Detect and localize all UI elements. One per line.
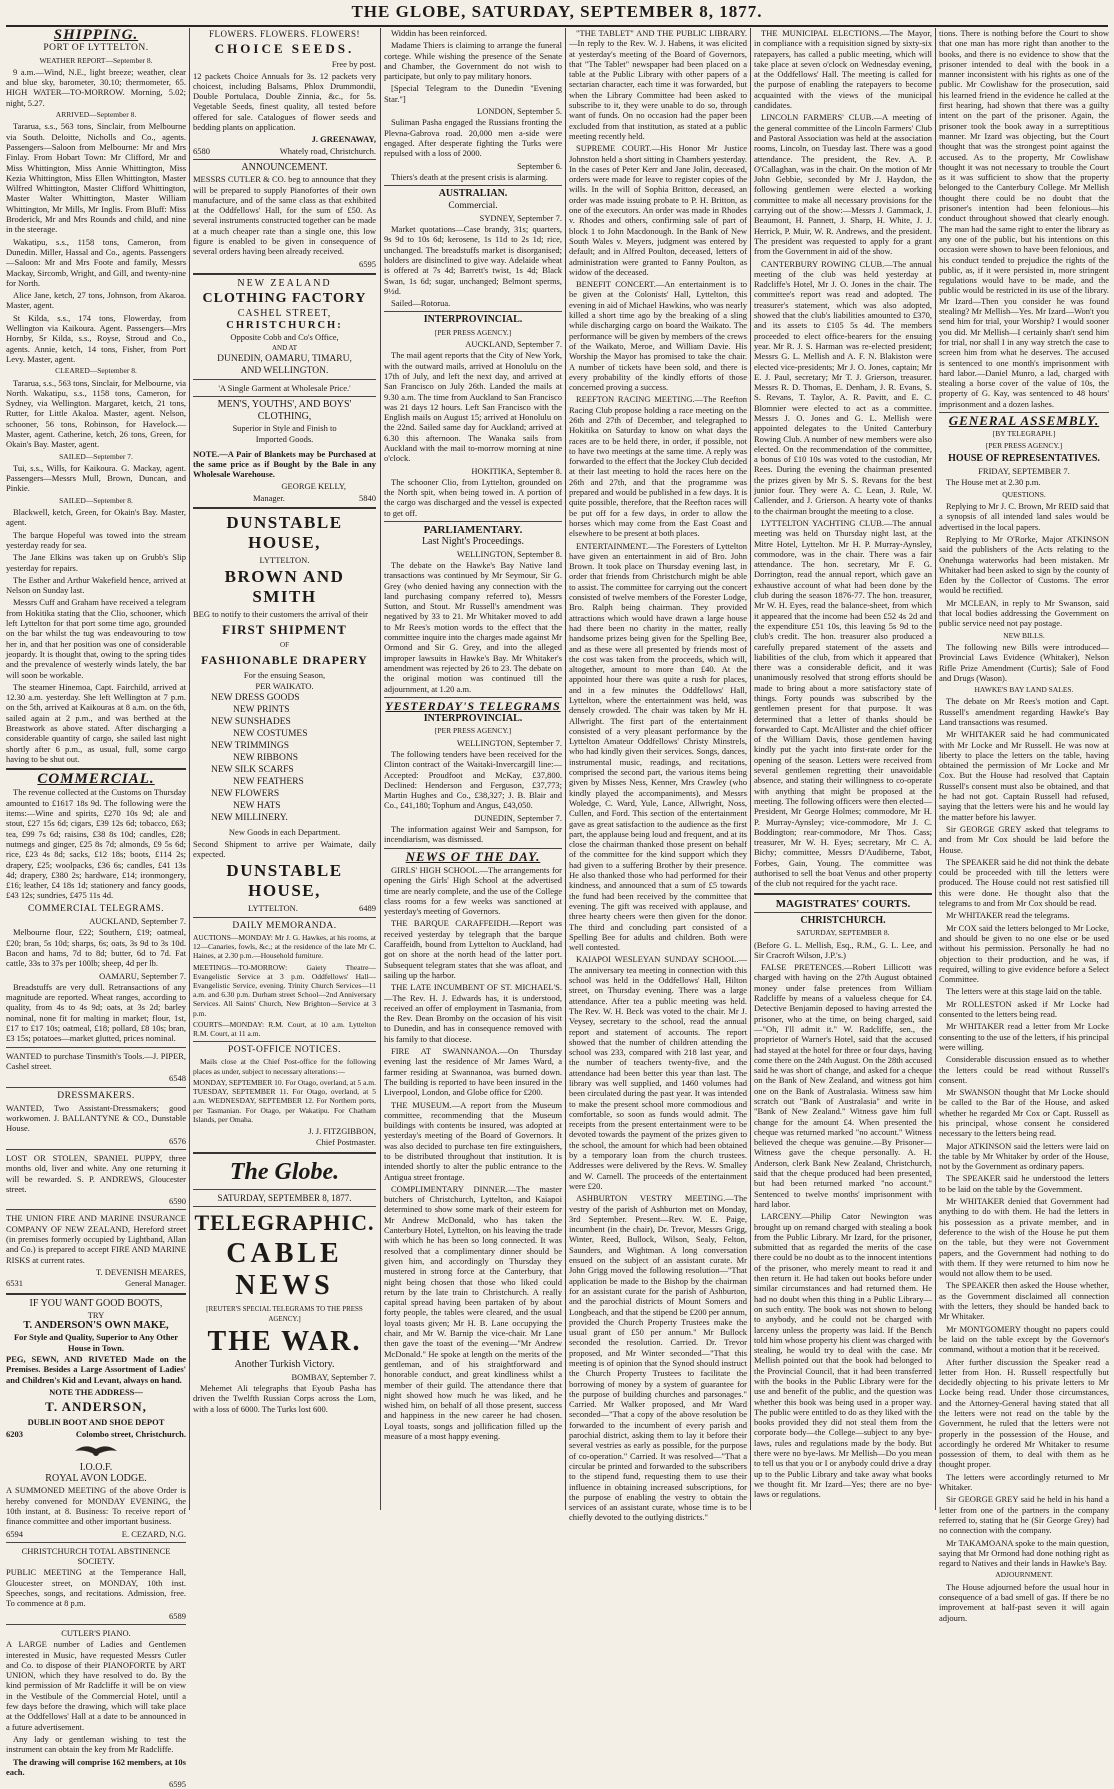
paragraph: Mr COX said the letters belonged to Mr Locke, and should be given to no one else or be used without his permission. Personally he had no objection to their production, and he was, if required, willing to give evidence before a Select Committee. — [939, 922, 1109, 985]
ad-heading: DUNSTABLE HOUSE, — [226, 512, 343, 552]
ad-line: Whately road, Christchurch. — [279, 145, 376, 156]
dateline: AUCKLAND, September 7. — [89, 916, 186, 927]
ad-line: New Goods in each Department. — [228, 827, 341, 838]
ad-number: 6489 — [359, 903, 376, 914]
subheading: SAILED—September 8. — [59, 495, 133, 505]
paragraph: THE MUSEUM.—A report from the Museum committee, recommending that the Museum buildings with contents be insured, was adopted at yesterday's meeting of the Board of Governors. It was also decided to purchase ten fire extinguishers, to be distributed throughout that institution. It is intended shortly to alter the public entrance to the Antigua street frontage. — [384, 1099, 562, 1182]
paragraph: LARCENY.—Philip Cator Newington was brought up on remand charged with stealing a book from the Public Library. Mr Izard, for the prisoner, submitted that as regarded the merits of the case there could be no doubt as to the innocent intentions of the prisoner, who merely meant to read it and then return it. He had taken out books before under similar circumstances and had returned them. He had no doubt when this thing in a Public Library—on such entity. The book was not shown to belong to anybody, and he could not be charged with larceny unless the property was laid. If the Bench told him whose property his client was charged with stealing, he would try to deal with the case. Mr Mellish pointed out that the book had belonged to the Provincial Council, that it had been transferred with the books in the Public Library were for the use and benefit of the public, and the question was whether this book was being used in a proper way. The public were entitled to do as they liked with the books provided they did not steal them from the corporate body—the College—subject to any bye-laws, rules and regulations made by the body. But there were no bye-laws. Mr Mellish—Do you mean to tell us that you or I or anybody could drive a dray up to the Public Library and take away what books we thought fit. Mr Izard—Yes; there are no bye-laws or regulations. — [754, 1211, 932, 1500]
subheading: AUSTRALIAN. — [438, 188, 508, 200]
ad-line: [REUTER'S SPECIAL TELEGRAMS TO THE PRESS AGENCY.] — [206, 1304, 363, 1324]
paragraph: ASHBURTON VESTRY MEETING.—The vestry of the parish of Ashburton met on Monday, 3rd September. Present—Rev. W. E. Paige, incumbent (in the chair), Dr. Trevor, Messrs Grigg, Winter, Reed, Bullock, Wilson, Sealy, Felton, Saunders, and Wightman. A long conversation ensued on the subject of an assistant curate. Mr John Grigg moved the following resolution—"That application be made to the Bishop by the chairman for an assistant curate for the parish of Ashburton, and the parochial districts of Mount Somers and Longbeach, and that the stipend be £200 per annum, provided the Church Property Trustees make the usual grant of £50 per annum." Mr Bullock seconded the resolution. Carried. Dr. Trevor proposed, and Mr Winter seconded—"That this meeting is of opinion that the Synod should instruct the Church Property Trustees to facilitate the borrowing of money by a system of guarantee for the purpose of building churches and parsonages." Carried. Mr Walker proposed, and Mr Ward seconded—"That a copy of the above resolution be forwarded to the incumbent of every parish and parochial district, asking them to lay it before their several vestries as early as possible, for the purpose of co-operation." Carried. It was resolved—"That a circular be printed and forwarded to the subscribers to the stipend fund, requesting them to use their influence in obtaining increased subscriptions, for the purpose of enabling the vestry to obtain the services of an assistant curate, whose time is to be chiefly devoted to the outlying districts." — [569, 1193, 747, 1523]
paragraph: Mr MONTGOMERY thought no papers could be laid on the table except by the Governor's command, without a motion that it be received. — [939, 1323, 1109, 1355]
paragraph: Tui, s.s., Wills, for Kaikoura. G. Mackay, agent. Passengers—Messrs Mull, Brown, Duncan, and Pinkie. — [6, 462, 186, 494]
column-rule — [935, 28, 936, 1510]
ad-line: AND AT — [271, 344, 298, 353]
ad-heading: CHOICE SEEDS. — [214, 41, 355, 57]
signature-role: Chief Postmaster. — [316, 1137, 376, 1148]
advertisement: Second Shipment to arrive per Waimate, daily expected. — [193, 838, 376, 860]
ad-heading: CUTLER'S PIANO. — [61, 1627, 131, 1638]
paragraph: MEETINGS—TO-MORROW: Gaiety Theatre—Evangelistic Service at 3 p.m. Oddfellows' Hall—Evangelistic Service, evening. Trinity Church Services—11 a.m. and 6.30 p.m. Durham street School—2nd Anniversary Services. All Saints' Church, New Brighton—Service at 3 p.m. — [193, 962, 376, 1018]
ad-number: 6594 — [6, 1528, 23, 1539]
paragraph: THE MUNICIPAL ELECTIONS.—The Mayor, in compliance with a requisition signed by sixty-six ratepayers, has called a public meeting, which will take place at seven o'clock on Wednesday evening, at the Oddfellows' Hall. The meeting is called for the purpose of enabling the ratepayers to become acquainted with the views of the municipal candidates. — [754, 28, 932, 111]
dateline: OAMARU, September 7. — [99, 970, 186, 981]
divider — [193, 379, 376, 380]
divider — [6, 1047, 186, 1048]
paragraph: FALSE PRETENCES.—Robert Lillicott was charged with having on the 27th August obtained money under false pretences from William Radcliffe by means of a valueless cheque for £4. Detective Benjamin deposed to having arrested the prisoner, who at the time, on being charged, said—"Oh, I'll admit it." W. Radcliffe, sen., the proprietor of Warner's Hotel, said that the accused had stayed at the hotel for three or four days, having come there on the 24th August. On the 28th accused said he was short of change, and asked for a cheque on the Bank of New Zealand, and witness got him one on the Bank of Australasia. Witness saw him scratch out "Bank of Australasia" and write in "Bank of New Zealand." Witness gave him full change for the amount £4. When presented the cheque was returned marked "no account." Witness believed the cheque was genuine.—By Prisoner—Witness gave the cheque personally. A. H. Anderson, clerk Bank New Zealand, Christchurch, said that the cheque produced had been presented, but had been returned marked "no account." Sentenced to twelve months' imprisonment with hard labor. — [754, 962, 932, 1209]
ad-heading: ROYAL AVON LODGE. — [45, 1473, 147, 1485]
paragraph: FIRE AT SWANNANOA.—On Thursday evening last the residence of Mr James Ward, a farmer residing at Swannanoa, was burned down. The building is reported to have been insured in the Liverpool, London, and Globe office for £200. — [384, 1046, 562, 1098]
paragraph: SUPREME COURT.—His Honor Mr Justice Johnston held a short sitting in Chambers yesterday. In the cases of Peter Kerr and Jane Jolin, deceased, orders were made for leave to register copies of the wills. In the will of Sophia Britton, deceased, an order was made issuing probate to P. H. Britton, as one of the executors. An order was made in Rhodes v. Rhodes and others, confirming sale of part of block 1 to John Macdonough. In the Bank of New South Wales v. Meyers, judgment was entered by default; and in Alfred Poulton, deceased, letters of administration were granted to Fanny Poulton, as widow of the deceased. — [569, 143, 747, 277]
paragraph: LYTTELTON YACHTING CLUB.—The annual meeting was held on Thursday night last, at the Mitre Hotel, Lyttelton. Mr H. P. Murray-Aynsley, commodore, was in the chair. There was a fair attendance. The hon. secretary, Mr F. G. Dorrington, read the annual report, which gave an exhaustive account of what had been done by the club during the season 1876-77. The hon. treasurer, Mr W. H. Eyes, read the balance-sheet, from which it appeared that the income had been £52 4s 2d and the expenditure £51 10s, this leaving 5s 9d to the club's credit. The hon. treasurer also produced a carefully prepared statement of the assets and liabilities of the club, from which it appeared that there was a considerable deficit, and it was unanimously resolved that strong efforts should be made to bring about a more satisfactory state of things. Forty pounds was subscribed by the gentlemen present for that purpose. It was determined that a letter of thanks should be forwarded to Capt. McAllister and the chief officer of the William Davis, those gentlemen having kindly put the yacht into first-rate order for the opening of the season. Letters were received from several gentlemen regretting their unavoidable absence, and stating their willingness to co-operate with anything that might be proposed at the meeting. The following officers were then elected—President, Mr George Holmes; commodore, Mr H. P. Murray-Aynsley; vice-commodore, Mr J. C. Boddington; rear-commodore, Mr Thos. Cass; treasurer, Mr W. H. Eyes; secretary, Mr C. A. Bichy; committee, Messrs D'Audiberne, Tabot, Forbes, Gain, Young. The committee was authorised to sell the boat Venus and other property of the club not required for the yacht race. — [754, 517, 932, 889]
column-rule — [750, 28, 751, 1510]
paragraph: BENEFIT CONCERT.—An entertainment is to be given at the Colonists' Hall, Lyttelton, this evening in aid of Michael Hawkins, who was nearly killed a short time ago by the breaking of a sling while discharging cargo on board the Waikato. The performance will be given by members of the crews of the Waikato, Meroe, and William Davie. His Worship the Mayor has promised to take the chair. A number of tickets have been sold, and there is every probability of the kindly efforts of those concerned proving a success. — [569, 279, 747, 393]
divider — [6, 1542, 186, 1543]
list-item: NEW FLOWERS — [211, 789, 280, 800]
column-rule — [565, 28, 566, 1510]
list-item: NEW TRIMMINGS — [211, 741, 290, 752]
ad-heading: FLOWERS. FLOWERS. FLOWERS! — [208, 29, 360, 39]
ad-number: 6595 — [169, 1779, 186, 1789]
paper-title: The Globe. — [229, 1158, 340, 1185]
paragraph: Market quotations—Case brandy, 31s; quarters, 9s 9d to 10s 6d; kerosene, 1s 11d to 2s 1d; rice, unchanged. The breadstuffs market is disorganised; holders are disinclined to give way. Adelaide wheat is offered at 7s 4d; Barrett's twist, 1s 4d; Black Swan, 1s 6d; sugar, unchanged; Belmont sperms, 9½d. — [384, 224, 562, 296]
ad-line: AND WELLINGTON. — [240, 365, 329, 376]
paragraph: Mr WHITAKER read a letter from Mr Locke consenting to the use of the letters, if his principal were willing. — [939, 1021, 1109, 1052]
paragraph: Mails close at the Chief Post-office for the following places as under, subject to necessary alterations:— — [193, 1057, 376, 1076]
subheading: INTERPROVINCIAL. — [423, 314, 523, 326]
advertisement: 12 packets Choice Annuals for 3s. 12 packets very choicest, including Balsams, Phlox Drummondii, Double Portulaca, Double Zinnia, &c., for 5s. Vegetable Seeds, finest quality, all tested before offered for sale. Catalogues of flower seeds and bedding plants on application. — [193, 70, 376, 133]
paragraph: Sir GEORGE GREY said he held in his hand a letter from one of the partners in the company referred to, stating that he (Sir George Grey) had no connection with the company. — [939, 1494, 1109, 1536]
divider — [384, 521, 562, 522]
paragraph: Mr WHITAKER denied that Government had anything to do with them. He had the letters in his possession as a private member, and in deference to the wish of the House he put them on the table, but they were not Government papers, and the Government had nothing to do with them. If they were returned to him now he would not allow them to be used. — [939, 1196, 1109, 1279]
paragraph: KAIAPOI WESLEYAN SUNDAY SCHOOL.—The anniversary tea meeting in connection with this school was held in the Oddfellows' Hall, Hilton street, on Thursday evening. There was a large attendance. After tea a public meeting was held. The Rev. W. H. Beck was voted to the chair. Mr J. Veysey, secretary to the school, read the annual report and statement of accounts. The report showed that the number of children attending the school was 233, compared with 218 last year, and the number of teachers twenty-five, and the attendance had been better this year than last. The library was well supplied, and 1460 volumes had been circulated during the past year. It was intended to make the present school more commodious and comfortable, so soon as funds would admit. The receipts from the present entertainment were to be devoted towards the payment of the prizes given to the school, the amount for which had been obtained by a temporary loan from the church trustees. Addresses were delivered by the Revs. W. Smalley and W. Carnell. The proceeds of the entertainment were £20. — [569, 954, 747, 1191]
divider — [754, 912, 932, 913]
paragraph: The Jane Elkins was taken up on Grubb's Slip yesterday for repairs. — [6, 552, 186, 573]
paragraph: Mr TAKAMOANA spoke to the main question, saying that Mr Ormond had done nothing right as regard to Natives and their lands in Hawke's Bay. — [939, 1537, 1109, 1569]
subheading: NEW BILLS. — [1003, 630, 1045, 640]
divider — [6, 1293, 186, 1295]
paragraph: The House adjourned before the usual hour in consequence of a bad smell of gas. If there be no improvement at half-past seven it will again adjourn. — [939, 1581, 1109, 1623]
divider — [754, 893, 932, 895]
ad-footer — [193, 146, 376, 156]
paragraph: The barque Hopeful was towed into the stream yesterday ready for sea. — [6, 529, 186, 550]
paragraph: AUCTIONS—MONDAY: Mr J. G. Hawkes, at his rooms, at 12—Canaries, fowls, &c.; at the residence of the late Mr C. Haines, at 2.30 p.m.—Household furniture. — [193, 932, 376, 961]
column-3 — [384, 28, 562, 1510]
section-heading: TELEGRAPHIC. — [194, 1209, 375, 1235]
ad-heading: DUNSTABLE HOUSE, — [226, 861, 343, 901]
list-item: NEW COSTUMES — [233, 729, 308, 740]
subheading: DAILY MEMORANDA. — [232, 920, 337, 931]
ad-heading: BROWN AND SMITH — [224, 567, 345, 607]
ad-line: LYTTELTON. — [259, 554, 310, 565]
subheading: [BY TELEGRAPH.] — [992, 429, 1056, 439]
dateline: FRIDAY, SEPTEMBER 7. — [978, 466, 1070, 477]
ad-number: 6531 — [6, 1278, 23, 1289]
ad-line: 'A Single Garment at Wholesale Price.' — [218, 383, 351, 394]
ad-number: 6203 — [6, 1428, 23, 1439]
ad-heading: T. ANDERSON, — [45, 1399, 147, 1415]
paragraph: REEFTON RACING MEETING.—The Reefton Racing Club propose holding a race meeting on the 26th and 27th of December, and telegraphed to Hokitika on Saturday to know on what days the races are to be held there, in order, if possible, not to have two meetings at the same time. A reply was forwarded to the effect that the Jockey Club decided at their last meeting to hold the races here on the 26th and 27th, and that the programme was prepared and would be published in a few days. It is quite possible, therefore, that the Reefton races will be put off for a few days, in order to allow the horses which may come from the East Coast and elsewhere to be present at both places. — [569, 394, 747, 539]
divider — [384, 185, 562, 186]
ad-line: TRY — [87, 1309, 105, 1320]
section-heading: CABLE NEWS — [226, 1237, 343, 1301]
ad-line: CLOTHING, — [257, 410, 312, 422]
ad-line: CASHEL STREET, — [237, 308, 332, 320]
goods-list — [193, 692, 376, 824]
dateline: LONDON, September 5. — [477, 106, 562, 117]
ad-footer — [193, 903, 376, 913]
section-heading: THE WAR. — [207, 1326, 362, 1358]
column-5 — [754, 28, 932, 1510]
ad-footer — [6, 1278, 186, 1288]
divider — [6, 1209, 186, 1210]
list-item: NEW SILK SCARFS — [211, 765, 294, 776]
ad-heading: IF YOU WANT GOOD BOOTS, — [29, 1297, 163, 1309]
column-2 — [193, 28, 376, 1510]
paragraph: Blackwell, ketch, Green, for Okain's Bay. Master, agent. — [6, 507, 186, 528]
column-4 — [569, 28, 747, 1523]
ad-line: DUBLIN BOOT AND SHOE DEPOT — [27, 1417, 165, 1428]
signature: E. CEZARD, N.G. — [121, 1528, 186, 1539]
paragraph: THE BARQUE CARAFFEIDH.—Report was received yesterday by telegraph that the barque Caraffeidh, bound from Lyttelton to Auckland, had got on shore at the north head of the latter port. Subsequent telegram states that she was afloat, and sailing up the harbor. — [384, 918, 562, 980]
paragraph: Mr ROLLESTON asked if Mr Locke had consented to the letters being read. — [939, 998, 1109, 1020]
section-heading: GENERAL ASSEMBLY. — [948, 412, 1100, 428]
column-6 — [939, 28, 1109, 1623]
ad-number: 6595 — [359, 258, 376, 269]
ad-line: For Style and Quality, Superior to Any Other House in Town. — [13, 1332, 179, 1353]
divider — [384, 697, 562, 698]
divider — [6, 1087, 186, 1088]
advertisement: THE UNION FIRE AND MARINE INSURANCE COMPANY OF NEW ZEALAND, Hereford street (in premises formerly occupied by Lightband, Allan and Co.) is prepared to accept FIRE AND MARINE RISKS at current rates. — [6, 1213, 186, 1265]
paragraph: The schooner Clio, from Lyttelton, grounded on the North spit, when being towed in. A portion of the cargo was discharged and the vessel is expected to get off. — [384, 476, 562, 518]
subheading: SAILED—September 7. — [59, 451, 133, 461]
divider — [193, 1189, 376, 1190]
paragraph: Tararua, s.s., 563 tons, Sinclair, for Melbourne, via North. Wakatipu, s.s., 1158 tons, Cameron, for Sydney, via Wellington. Margaret, ketch, 21 tons, Rutter, for Little Akaloa. Master, agent. Nelson, schooner, 56 tons, Robinson, for Havelock.—Master, agent. Catherine, ketch, 26 tons, Green, for Okain's Bay. Master, agent. — [6, 377, 186, 450]
paragraph: The following new Bills were introduced—Provincial Laws Evidence (Whitaker), Nelson Rifle Prize Amendment (Curtis); Sale of Food and Drugs (Wason). — [939, 641, 1109, 683]
advertisement: A SUMMONED MEETING of the above Order is hereby convened for MONDAY EVENING, the 10th instant, at 8. Business: To receive report of finance committee and other important business. — [6, 1485, 186, 1527]
divider — [193, 273, 376, 275]
list-item: NEW HATS — [233, 801, 281, 812]
subheading: Commercial. — [448, 201, 498, 212]
ad-heading: FASHIONABLE DRAPERY — [201, 652, 368, 667]
paragraph: Major ATKINSON said the letters were laid on the table by Mr Whitaker by order of the House, not by the Government as ordinary papers. — [939, 1140, 1109, 1172]
list-item: NEW SUNSHADES — [211, 717, 291, 728]
paragraph: (Before G. L. Mellish, Esq., R.M., G. L. Lee, and Sir Cracroft Wilson, J.P.'s.) — [754, 939, 932, 960]
divider — [193, 159, 376, 160]
paragraph: St Kilda, s.s., 174 tons, Flowerday, from Wellington via Kaikoura. Agent. Passengers—Mrs Hornby, Sr Kilda, s.s., Royse, Stroud and Co., agents. Annie, ketch, 14 tons, Fisher, from Port Levy. Master, agent. — [6, 312, 186, 364]
subheading: INTERPROVINCIAL. — [423, 713, 523, 725]
signature: J. J. FITZGIBBON, — [308, 1125, 376, 1136]
paragraph: Madame Thiers is claiming to arrange the funeral cortege. While wishing the presence of the Senate and Chamber, the Government do not wish to participate, but only to pay military honors. — [384, 40, 562, 82]
subheading: COMMERCIAL TELEGRAMS. — [27, 903, 165, 914]
ad-line: LYTTELTON. — [248, 903, 298, 914]
paragraph: Mr SWANSON thought that Mr Locke should be called to the Bar of the House, and asked whether he regarded Mr Cox or Capt. Russell as his principal, whose consent he considered necessary to the letters being read. — [939, 1087, 1109, 1139]
ad-line: Imported Goods. — [255, 434, 314, 445]
advertisement: MESSRS CUTLER & CO. beg to announce that they will be prepared to supply Pianofortes of their own manufacture, and of the same class as that exhibited at the Oddfellows' Hall, for the sum of £50. As several instruments constructed together can be made at a much cheaper rate than a single one, this low figure is enabled to be given in consequence of several orders having been already received. — [193, 174, 376, 257]
paragraph: CANTERBURY ROWING CLUB.—The annual meeting of the club was held yesterday at Radcliffe's Hotel, Mr J. O. Jones in the chair. The committee's report was read and adopted. The treasurer's statement, which was also adopted, showed that the club's liabilities amounted to £370, and its assets to £105 5s 4d. The members proceeded to elect office-bearers for the ensuing year. Mr R. J. S. Harman was re-elected president; Messrs G. L. Mellish and A. F. N. Blakiston were elected vice-presidents; Mr J. O. Jones, captain; Mr E. J. Paul, secretary; Mr T. J. Grierson, treasurer. Messrs R. D. Thomas, E. Denham, J. R. Evans, S. S. Revans, T. Taylor, A. R. Pavitt, and E. C. Blomnier were elected to act as a committee. Messrs J. O. Jones and G. L. Mellish were appointed delegates to the United Canterbury Rowing Club. A number of new members were also elected. On the recommendation of the committee, a bonus of £10 10s was voted to the custodian, Mr Rees. During the evening the chairman presented the prizes given by Mr S. S. Revans for the best junior four. They were A. C. Lean, J. Rule, W. Callender, and J. Grierson. A hearty vote of thanks to the chairman brought the meeting to a close. — [754, 258, 932, 516]
dateline: SYDNEY, September 7. — [479, 212, 562, 223]
subheading: ADJOURNMENT. — [995, 1570, 1053, 1580]
paragraph: Thiers's death at the present crisis is alarming. — [391, 171, 548, 182]
signature: GEORGE KELLY, — [281, 481, 346, 492]
dateline: HOKITIKA, September 8. — [471, 465, 562, 476]
paragraph: Mr WHITAKER said he had communicated with Mr Locke and Mr Russell. He was now at liberty to place the letters on the table, having obtained the permission of Mr Locke and Mr Cox. But the House had resolved that Captain Russell's consent must also be obtained, and that he had not got. Captain Russell had refused, saying that the letters were his and he would lay the matter before his lawyer. — [939, 729, 1109, 822]
paragraph: THE LATE INCUMBENT OF ST. MICHAEL'S.—The Rev. H. J. Edwards has, it is understood, received an offer of employment in Tasmania, from the Rev. Dean Bromby on the occasion of his visit to Dunedin, and has in consequence removed with his family to that diocese. — [384, 982, 562, 1044]
signature-role: General Manager. — [125, 1278, 186, 1289]
subheading: ARRIVED—September 8. — [55, 110, 137, 120]
column-1 — [6, 27, 186, 1789]
advertisement: A LARGE number of Ladies and Gentlemen interested in Music, have requested Messrs Cutler and Co. to dispose of their PIANOFORTE by ART UNION, which they have resolved to do. By the kind permission of Mr Radcliffe it will be on view in the Vestibule of the Commercial Hotel, until a few days before the drawing, which will take place at the Oddfellows' Hall at a date to be announced in a future advertisement. — [6, 1639, 186, 1732]
paragraph: "THE TABLET" AND THE PUBLIC LIBRARY.—In reply to the Rev. W. J. Habens, it was elicited at yesterday's meeting of the Board of Governors, that "The Tablet" newspaper had been placed on a table at the Public Library with other papers of a sectarian character, each time it was forwarded, but when the Library Committee had been asked to subscribe to it, they were unable to do so, through want of funds. On no occasion had the paper been excluded from that institution, as stated at a public meeting recently held. — [569, 28, 747, 141]
paragraph: Wakatipu, s.s., 1158 tons, Cameron, from Dunedin. Miller, Hassal and Co., agents. Passengers—Saloon: Mr and Mrs Foote and family, Messrs Mackay, Sircomb, Wright, and Gill, and twenty-nine for North. — [6, 236, 186, 288]
section-heading: NEWS OF THE DAY. — [405, 848, 541, 864]
ad-line: OF — [280, 640, 289, 649]
paragraph: The debate on the Hawke's Bay Native land transactions was continued by Mr Seymour, Sir G. Grey (who denied having any connection with the land purchasing company referred to), Messrs Sutton, and Stout. Mr Russell's amendment was negatived by 33 to 21. Mr Whitaker moved to add to Mr Rees's motion words to the effect that the committee inquire into the charges made against Mr Ormond and Sir G. Grey, and into the alleged improper lawsuits in Hawke's Bay. Mr Whitaker's amendment was rejected by 26 to 23. The debate on the original motion was continued till the adjournment, at 1.20 a.m. — [384, 559, 562, 694]
paragraph: The letters were at this stage laid on the table. — [946, 986, 1102, 997]
paragraph: Mr MCLEAN, in reply to Mr Swanson, said that local bodies addressing the Government on public service need not pay postage. — [939, 597, 1109, 629]
dateline: AUCKLAND, September 7. — [465, 339, 562, 350]
dateline: DUNEDIN, September 7. — [474, 812, 562, 823]
subheading: QUESTIONS. — [1002, 489, 1046, 499]
paragraph: The information against Weir and Sampson, for incendiarism, was dismissed. — [384, 824, 562, 845]
paragraph: Suliman Pasha engaged the Russians fronting the Plevna-Gabrova road. 20,000 men a-side were engaged. After desperate fighting the Turks were repulsed with a loss of 2000. — [384, 117, 562, 159]
ad-heading: ANNOUNCEMENT. — [241, 161, 328, 173]
paragraph: Tararua, s.s., 563 tons, Sinclair, from Melbourne via South. Deloitte, Nicholls and Co., agents. Passengers—Saloon from Melbourne: Mr and Mrs Finlay. From Hobart Town: Mr Clifford, Mr and Miss Whittington, Miss Annie Whittington, Miss Kezia Whittington, Miss Ellen Whittington, Master Wilfred Whittington, Master Clifford Whittington, Master Walter Whittington, Master William Whittington, Mr Mills, Mr Inglis. From Bluff: Miss Broderick, Mr and Mrs Rounds and child, and nine in the steerage. — [6, 121, 186, 235]
advertisement: The drawing will comprise 162 members, at 10s each. — [6, 1756, 186, 1777]
paragraph: Mr WHITAKER read the telegrams. — [946, 910, 1070, 921]
ad-line: MEN'S, YOUTHS', AND BOYS' — [217, 399, 352, 411]
subheading: WEATHER REPORT—September 8. — [39, 55, 153, 65]
paragraph: The debate on Mr Rees's motion and Capt. Russell's amendment regarding Hawke's Bay Land transactions was resumed. — [939, 696, 1109, 727]
paragraph: ENTERTAINMENT.—The Foresters of Lyttelton have given an entertainment in aid of Bro. John Brown. It took place on Thursday evening last, in order that friends from Christchurch might be able to assist. The committee for carrying out the concert consisted of twelve members of the Forester Lodge, Bro. Ralph being chairman. They provided attractions which would have drawn a large house had there been no charity in the matter, really handsome prizes being given for the Spelling Bee, and as these were all presented by friends most of the cost was taken from the proceeds, which will, altogether, amount to more than £40. At the appointed hour there was quite a rush for places, and in a few minutes the Oddfellows' Hall, Lyttelton, where the entertainment was held, was densely crowded. The chair was taken by Mr H. Allwright. The first part of the entertainment consisted of a very pleasant performance by the Lyttelton Amateur Oddfellows' Christy Minstrels, who had kindly given their services. Songs, dances, instrumental music, readings, and recitations, comprised the second part, the various items being given by Misses Ness, Kenner, Mrs Crawley (who kindly played the accompaniments), and Messrs Woledge, C. Ward, Yule, Lance, Allwright, Noss, Cullen, and Ford. This section of the entertainment gave as great satisfaction to the audience as the first part, the applause being loud and frequent, and at its close the chairman thanked those present on behalf of the committee for the kind support which they had given to a suffering Brother by their presence. He also thanked those who had performed for their kindness, and announced that a sum of £5 towards the fund had been received by the committee that evening. The gift was received with applause, and three hearty cheers were then given for the donor. The third and concluding part consisted of a Spelling Bee for adults and children. Both were well contested. — [569, 540, 747, 953]
paragraph: Melbourne flour, £22; Southern, £19; oatmeal, £20; bran, 5s 10d; sharps, 6s; oats, 3s 9d to 3s 10d. Bacon and hams, 7d to 8d; butter, 6d to 7d. Fat cattle, 33s to 37s per 100lb; sheep, 4d per lb. — [6, 927, 186, 969]
subheading: HAWKE'S BAY LAND SALES. — [974, 685, 1074, 695]
advertisement: WANTED, Two Assistant-Dressmakers; good workwomen. J. BALLANTYNE & CO., Dunstable House. — [6, 1102, 186, 1134]
masthead-rule — [6, 25, 1108, 27]
list-item: NEW DRESS GOODS — [211, 693, 300, 704]
paragraph: Widdin has been reinforced. — [391, 28, 487, 38]
masthead: THE GLOBE, SATURDAY, SEPTEMBER 8, 1877. — [351, 2, 763, 21]
divider — [193, 1041, 376, 1042]
emblem-icon — [73, 1441, 119, 1461]
subheading: HOUSE OF REPRESENTATIVES. — [948, 452, 1100, 464]
divider — [6, 1624, 186, 1625]
subheading: Last Night's Proceedings. — [421, 536, 525, 548]
ad-line: CHRISTCHURCH: — [226, 319, 343, 331]
paragraph: Replying to Mr J. C. Brown, Mr REID said that a synopsis of all intended land sales would be advertised in the local papers. — [939, 501, 1109, 532]
paragraph: [Special Telegram to the Dunedin "Evening Star."] — [384, 83, 562, 104]
advertisement: LOST OR STOLEN, SPANIEL PUPPY, three months old, liver and white. Any one returning it will be rewarded. S. P. ANDREWS, Gloucester street. — [6, 1152, 186, 1194]
paragraph: The SPEAKER then asked the House whether, as the Government disclaimed all connection with the letters, they should be handed back to Mr Whitaker. — [939, 1280, 1109, 1322]
divider — [193, 396, 376, 397]
paragraph: tions. There is nothing before the Court to show that one man has more right than another to the books, and there is no evidence to show that the prisoner intended to deal with the book in a manner inconsistent with his rights as one of the public. Mr Cowlishaw for the prosecution, said his learned friend in the evidence he called at the first hearing, had shown that there was a guilty intent on the part of the prisoner. Again, the prisoner took the book away in a surreptitious manner. Mr Izard was objecting, but the Court thought that was the strongest point against the accused. As to the property, Mr Cowlishaw thought it was not necessary to trouble the Court as it was sufficient to show that the property belonged to the Canterbury College. Mr Mellish thought there could be no doubt that the prisoner's intention had been felonious—his conduct throughout showed that clearly enough. The man had the same right to enter the library as any one of the public, but his intentions on this occasion were shown to have been felonious, and his conduct tended to prejudice the rights of the public, as, if it were persisted in, more stringent regulations would have to be made, and the public would be restricted in its use of the library. Mr Izard—Then you consider he was found stealing? Mr Mellish—Yes. Mr Izard—Won't you send him for trial, your Worship? I would sooner you did. Mr Mellish—I certainly shan't send him for trial, nor shall I in any way stretch the case to screen him from what he deserves. The accused is sentenced to one month's imprisonment with hard labor.—Daniel Munro, a lad, charged with stealing a horse cover of the value of 10s, the property of G. Kay, was sentenced to 48 hours' imprisonment and a dozen lashes. — [939, 28, 1109, 409]
section-heading-shipping: SHIPPING. — [53, 27, 139, 43]
section-heading: MAGISTRATES' COURTS. — [775, 897, 911, 910]
dateline: SATURDAY, SEPTEMBER 8. — [796, 928, 890, 938]
subheading: POST-OFFICE NOTICES. — [227, 1045, 342, 1056]
paragraph: The letters were accordingly returned to Mr Whitaker. — [939, 1471, 1109, 1493]
paragraph: Sailed—Rotorua. — [391, 298, 451, 309]
paragraph: Replying to Mr O'Rorke, Major ATKINSON said the publishers of the Acts relating to the Onehunga waterworks had been mistaken. Mr Whitaker had been asked to sign by the county of Eden by the Collector of Customs. The error would be rectified. — [939, 533, 1109, 596]
dateline: WELLINGTON, September 7. — [456, 737, 562, 748]
advertisement: Any lady or gentleman wishing to test the instrument can obtain the key from Mr Radcliffe. — [6, 1733, 186, 1755]
divider — [6, 1149, 186, 1150]
subheading: [PER PRESS AGENCY.] — [985, 440, 1063, 450]
ad-number: 6576 — [169, 1135, 186, 1146]
ad-number: 5840 — [359, 492, 376, 503]
issue-date: SATURDAY, SEPTEMBER 8, 1877. — [217, 1192, 352, 1203]
signature: J. GREENAWAY, — [311, 134, 376, 145]
paragraph: Considerable discussion ensued as to whether the letters could be read without Russell's consent. — [939, 1054, 1109, 1085]
divider — [193, 917, 376, 918]
advertisement: NOTE.—A Pair of Blankets may be Purchased at the same price as if Bought by the Bale in any Wholesale Warehouse. — [193, 448, 376, 480]
ad-line: Opposite Cobb and Co's Office, — [230, 331, 339, 342]
divider — [193, 507, 376, 509]
ad-number: 6590 — [169, 1196, 186, 1207]
dateline: WELLINGTON, September 8. — [456, 548, 562, 559]
ad-line: NOTE THE ADDRESS— — [49, 1386, 143, 1397]
list-item: NEW RIBBONS — [233, 753, 299, 764]
paragraph: GIRLS' HIGH SCHOOL.—The arrangements for opening the Girls' High School at the advertised time are nearly complete, and the use of the College class rooms for a few weeks was sanctioned at yesterday's meeting of Governors. — [384, 864, 562, 917]
subheading: PORT OF LYTTELTON. — [43, 43, 149, 54]
ad-heading: CLOTHING FACTORY — [202, 291, 367, 307]
dateline: September 6. — [517, 160, 562, 171]
divider — [6, 768, 186, 770]
paragraph: The Esther and Arthur Wakefield hence, arrived at Nelson on Sunday last. — [6, 574, 186, 596]
subheading: Another Turkish Victory. — [234, 1359, 335, 1371]
ad-line: Colombo street, Christchurch. — [75, 1428, 186, 1439]
paragraph: After further discussion the Speaker read a letter from Hon. H. Russell respectfully but decidedly objecting to his private letters to Mr Locke being read. Under those circumstances, and the Attorney-General having stated that all the letters were not read on the table by the Government, he ruled that the letters were not properly in the possession of the House, and accordingly he ordered Mr Whitaker to resume possession of them, to deal with them as he thought proper. — [939, 1356, 1109, 1470]
list-item: NEW FEATHERS — [233, 777, 304, 788]
signature-role: Manager. — [253, 492, 285, 503]
ad-line: DUNEDIN, OAMARU, TIMARU, — [217, 354, 352, 365]
subheading: CLEARED—September 8. — [55, 366, 137, 376]
paragraph: COMPLIMENTARY DINNER.—The master butchers of Christchurch, Lyttelton, and Kaiapoi determined to show some mark of their esteem for Mr Andrew McDonald, who has taken the Canterbury Hotel, Lyttelton, on his leaving the trade with which he has been so long connected. It was resolved that a complimentary dinner should be given him, and accordingly on Thursday they mustered in strong force at the Canterbury, that night being chosen that those who liked could return by the late train to Christchurch. A really capital spread having been partaken of by about forty people, the tables were cleared, and the usual loyal toasts given; Mr H. B. Lane occupying the chair, and Mr W. Barnip the vice-chair. Mr Lane then gave the toast of the evening—"Mr Andrew McDonald." He spoke at length on the merits of the gentleman, and of his straightforward and honorable conduct, and great kindliness whilst a member of their guild. The attendance there that night showed how much he was liked, and he wished him, on behalf of all those present, success and happiness in the new career he had chosen. Loyal toasts, songs and jollification filled up the measure of a most happy evening. — [384, 1183, 562, 1441]
paragraph: MONDAY, SEPTEMBER 10. For Otago, overland, at 5 a.m. TUESDAY, SEPTEMBER 11. For Otago, overland, at 5 a.m. WEDNESDAY, SEPTEMBER 12. For Northern ports, per Tasmanian. For Otago, per Wakatipu. For Chatham Islands, per Omaha. — [193, 1077, 376, 1124]
column-rule — [380, 28, 381, 1510]
divider — [193, 1152, 376, 1154]
paragraph: The SPEAKER said he understood the letters to be laid on the table by the Government. — [939, 1173, 1109, 1194]
ad-footer — [193, 493, 376, 503]
paragraph: The SPEAKER said he did not think the debate could be proceeded with till the letters were produced. The House could not rest satisfied till this were done. He thought also that the telegrams to and from Mr Cox should be read. — [939, 856, 1109, 909]
ad-heading: I.O.O.F. — [79, 1461, 113, 1473]
paragraph: The steamer Hinemoa, Capt. Fairchild, arrived at 12.30 a.m. yesterday. She left Wellington at 7 p.m. on the 5th, arrived at Kaikouras at 8 a.m. on the 6th, sailed again at 2 p.m., and was berthed at the Breastwork as above stated. After discharging a considerable quantity of cargo, she sailed last night shortly after 6 p.m., as usual, full, some cargo having to be shut out. — [6, 681, 186, 764]
ad-line: Free by post. — [331, 59, 376, 70]
ad-heading: T. ANDERSON'S OWN MAKE, — [23, 1320, 169, 1332]
ad-heading: CHRISTCHURCH TOTAL ABSTINENCE SOCIETY. — [21, 1545, 171, 1567]
paragraph: The mail agent reports that the City of New York, with the outward mails, arrived at Honolulu on the 17th of July, and left the next day, and arrived at San Francisco on July 26th. Landed the mails at 9.30 a.m. The time from Auckland to San Francisco was 21 days 12 hours. Left San Francisco with the English mails on August 15; arrived at Honolulu on the 22nd. Sailed same day for Auckland; arrived at 6.30 this afternoon. The Wanaka sails from Auckland with the mail to-morrow morning at nine o'clock. — [384, 350, 562, 464]
subheading: PARLIAMENTARY. — [423, 524, 523, 537]
subheading: [PER PRESS AGENCY.] — [434, 726, 512, 736]
ad-heading: NEW ZEALAND — [237, 277, 332, 289]
advertisement: PUBLIC MEETING at the Temperance Hall, Gloucester street, on MONDAY, 10th inst. Speeches, songs, and recitations. Admission, free. To commence at 8 p.m. — [6, 1567, 186, 1609]
advertisement: PEG, SEWN, AND RIVETED Made on the Premises. Besides a Large Assortment of Ladies' and Children's Kid and Levant, always on hand. — [6, 1354, 186, 1385]
paragraph: Alice Jane, ketch, 27 tons, Johnson, from Akaroa. Master, agent. — [6, 290, 186, 311]
ad-footer — [6, 1529, 186, 1539]
ad-line: PER WAIKATO. — [255, 681, 314, 692]
list-item: NEW MILLINERY. — [211, 813, 288, 824]
ad-heading: FIRST SHIPMENT — [222, 621, 347, 637]
paragraph: Breadstuffs are very dull. Retransactions of any magnitude are reported. Wheat ranges, according to quality, from 4s to 4s 9d; oats, at 3s 2d; barley nominal, none fit for malting in market; flour, 1st, £17 to £17 10s; oatmeal, £18; pollard, £8 10s; bran, £3 15s; potatoes—market glutted, prices nominal. — [6, 981, 186, 1044]
subheading: [PER PRESS AGENCY.] — [434, 327, 512, 337]
paragraph: COURTS—MONDAY: R.M. Court, at 10 a.m. Lyttelton R.M. Court, at 11 a.m. — [193, 1019, 376, 1038]
column-rule — [189, 28, 190, 1510]
paragraph: Messrs Cuff and Graham have received a telegram from Hokitika stating that the Clio, schooner, which left Lyttelton for that port some time ago, grounded on the bar whilst the tug was endeavouring to tow her in, and that her position was one of considerable jeopardy. It is thought that, owing to the spring tides and the prevalence of westerly winds lately, the bar will soon be workable. — [6, 597, 186, 680]
paragraph: Mehemet Ali telegraphs that Eyoub Pasha has driven the Twelfth Russian Corps across the Lom, with a loss of 6000. The Turks lost 600. — [193, 1382, 376, 1414]
ad-footer — [6, 1429, 186, 1439]
paragraph: The following tenders have been received for the Clinton contract of the Waitaki-Invercargill line:—Accepted: Proudfoot and McKay, £37,800. Declined: Henderson and Ferguson, £37,773; Martin Hughes and Co., £38,327; J. B. Blair and Co., £41,180; Tophum and Angus, £43,050. — [384, 749, 562, 811]
list-item: NEW PRINTS — [233, 705, 290, 716]
paragraph: 9 a.m.—Wind, N.E., light breeze; weather, clear and blue sky, barometer, 30.10; thermometer, 65. HIGH WATER—TO-MORROW. Morning, 5.02; night, 5.27. — [6, 66, 186, 108]
ad-number: 6548 — [169, 1073, 186, 1084]
subheading: DRESSMAKERS. — [57, 1090, 135, 1101]
ad-number: 6580 — [193, 145, 210, 156]
paragraph: The House met at 2.30 p.m. — [946, 477, 1041, 488]
dateline: BOMBAY, September 7. — [291, 1371, 376, 1382]
subheading: CHRISTCHURCH. — [800, 914, 886, 926]
paragraph: Sir GEORGE GREY asked that telegrams to and from Mr Cox should be laid before the House. — [939, 823, 1109, 855]
advertisement: BEG to notify to their customers the arrival of their — [193, 609, 368, 620]
divider — [193, 1206, 376, 1207]
paragraph: LINCOLN FARMERS' CLUB.—A meeting of the general committee of the Lincoln Farmers' Club and Pastoral Association was held at the association rooms, Lincoln, on Tuesday last. There was a good attendance. The president, the Rev. A. P. O'Callaghan, was in the chair. On the motion of Mr John Gebbie, seconded by Mr J. Haydon, the following gentlemen were elected a working committee to make all necessary provisions for the carrying out of the show:—Messrs J. Gammack, J. Beaumont, H. Pannett, J. Sharp, H. White, J. J. Herrick, P. Muir, W. R. Andrews, and the president. The president was requested to apply for a grant from the Government in aid of the show. — [754, 112, 932, 257]
advertisement: WANTED to purchase Tinsmith's Tools.—J. PIPER, Cashel street. — [6, 1050, 186, 1071]
ad-line: For the ensuing Season, — [243, 669, 326, 680]
ad-line: Superior in Style and Finish to — [232, 422, 337, 433]
paragraph: The revenue collected at the Customs on Thursday amounted to £1617 18s 9d. The following were the items:—Wine and spirits, £270 10s 9d; ale and stout, £27 15s 6d; cigars, £39 12s 6d; tobacco, £63; tea, £99 7s 6d; raisins, £38 8s 10d; candles, £28; nutmegs and ginger, £25 8s 7d; almonds, £9 5s 6d; rice, £23 4s 8d; sacks, £12 18s; boots, £114 2s; drapery, £25; woolpacks, £36 6s; candles, £41 13s 4d; drapery, £380 2s; hardware, £14; ironmongery, £16; leather, £4 18s 1d; stationery and fancy goods, £43 12s; sundries, £475 11s 4d. — [6, 787, 186, 901]
divider — [384, 311, 562, 312]
section-heading: YESTERDAY'S TELEGRAMS — [385, 698, 561, 713]
ad-number: 6589 — [169, 1610, 186, 1621]
section-heading-commercial: COMMERCIAL. — [37, 771, 155, 788]
signature: T. DEVENISH MEARES, — [95, 1266, 186, 1277]
